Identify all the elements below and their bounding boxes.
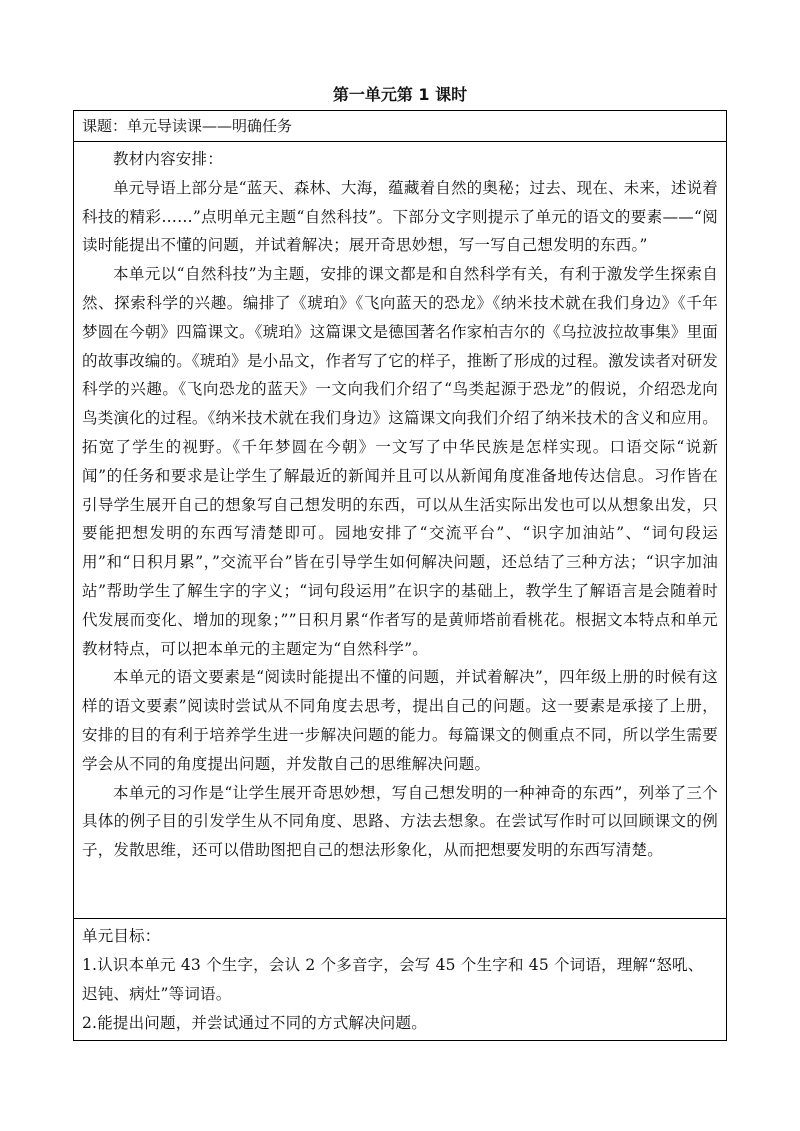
- goals-section: [82, 922, 718, 1038]
- content-row: [73, 141, 727, 919]
- goal-item: 1.认识本单元 43 个生字，会认 2 个多音字，会写 45 个生字和 45 个词语，理解“怒吼、迟钝、病灶”等词语。: [82, 956, 704, 1003]
- goal-item: 2.能提出问题，并尝试通过不同的方式解决问题。: [82, 1014, 427, 1032]
- document-title: 第一单元第 1 课时: [332, 85, 468, 104]
- topic-row: [73, 110, 727, 142]
- topic-text: 课题：单元导读课——明确任务: [82, 117, 293, 135]
- content-paragraph: 本单元以“自然科技”为主题，安排的课文都是和自然科学有关，有利于激发学生探索自然、探索科学的兴趣。编排了《琥珀》《飞向蓝天的恐龙》《纳米技术就在我们身边》《千年梦圆在今朝》四篇课文。《琥珀》这篇课文是德国著名作家柏吉尔的《乌拉波拉故事集》里面的故事改编的。《琥珀》是小品文，作者写了它的样子，推断了形成的过程。激发读者对研发科学的兴趣。《飞向恐龙的蓝天》一文向我们介绍了“鸟类起源于恐龙”的假说，介绍恐龙向鸟类演化的过程。《纳米技术就在我们身边》这篇课文向我们介绍了纳米技术的含义和应用。拓宽了学生的视野。《千年梦圆在今朝》一文写了中华民族是怎样实现。口语交际“说新闻”的任务和要求是让学生了解最近的新闻并且可以从新闻角度准备地传达信息。习作皆在引导学生展开自己的想象写自己想发明的东西，可以从生活实际出发也可以从想象出发，只要能把想发明的东西写清楚即可。园地安排了“交流平台”、“识字加油站”、“词句段运用”和“日积月累”，”交流平台”皆在引导学生如何解决问题，还总结了三种方法；“识字加油站”帮助学生了解生字的字义；“词句段运用”在识字的基础上，教学生了解语言是会随着时代发展而变化、增加的现象；””日积月累“作者写的是黄师塔前看桃花。根据文本特点和单元教材特点，可以把本单元的主题定为“自然科学”。: [82, 265, 718, 658]
- goals-row: [73, 918, 727, 1041]
- content-section: [82, 145, 718, 865]
- content-paragraph: 本单元的习作是“让学生展开奇思妙想，写自己想发明的一种神奇的东西”，列举了三个具体的例子目的引发学生从不同角度、思路、方法去想象。在尝试写作时可以回顾课文的例子，发散思维，还可以借助图把自己的想法形象化，从而把想要发明的东西写清楚。: [82, 783, 718, 860]
- content-paragraph: 本单元的语文要素是“阅读时能提出不懂的问题，并试着解决”，四年级上册的时候有这样的语文要素”阅读时尝试从不同角度去思考，提出自己的问题。这一要素是承接了上册，安排的目的有利于培养学生进一步解决问题的能力。每篇课文的侧重点不同，所以学生需要学会从不同的角度提出问题，并发散自己的思维解决问题。: [82, 668, 718, 773]
- content-paragraph: 单元导语上部分是“蓝天、森林、大海，蕴藏着自然的奥秘；过去、现在、未来，述说着科技的精彩……”点明单元主题“自然科技”。下部分文字则提示了单元的语文的要素——“阅读时能提出不懂的问题，并试着解决；展开奇思妙想，写一写自己想发明的东西。”: [82, 178, 718, 255]
- goals-heading: 单元目标：: [82, 927, 161, 945]
- content-heading: 教材内容安排：: [113, 150, 223, 168]
